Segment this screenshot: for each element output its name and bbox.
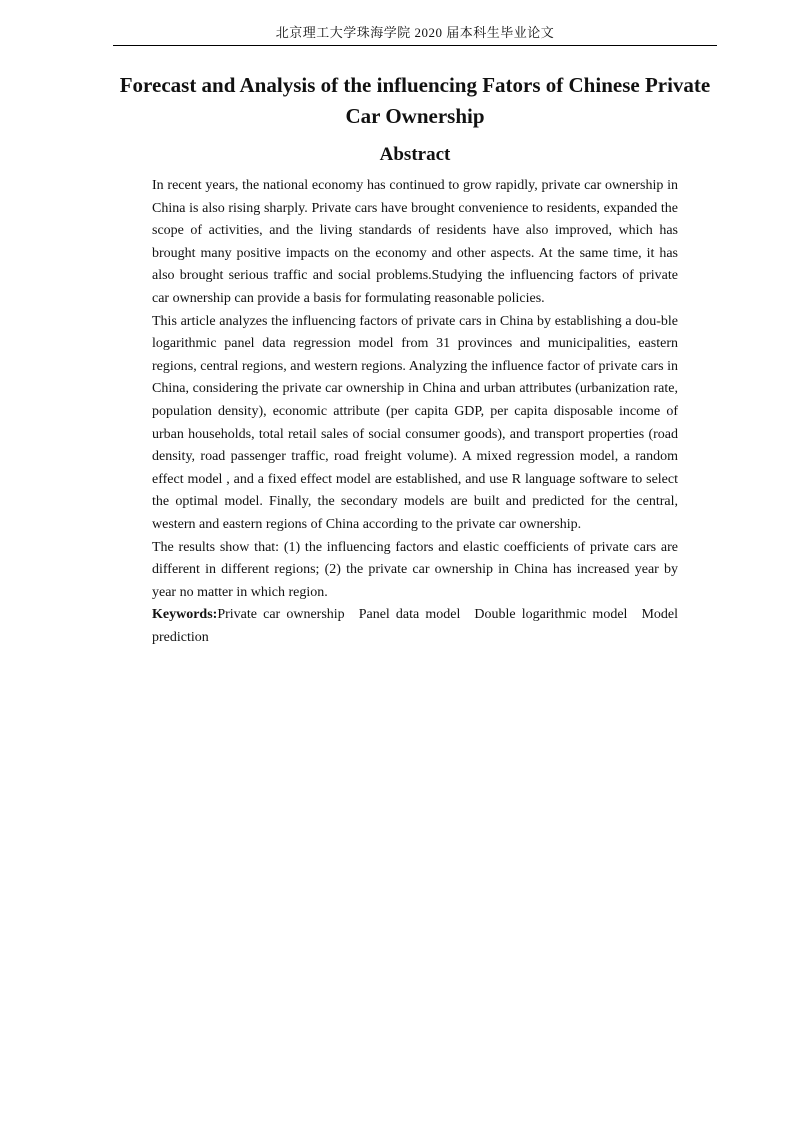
keywords-label: Keywords: — [152, 607, 218, 623]
paper-title-line-2: Car Ownership — [345, 104, 485, 128]
abstract-paragraph: In recent years, the national economy has continued to grow rapidly, private car ownership in China is also rising sharply. Private cars have brought convenience to residents, expanded the scope of activities, and the living standards of residents have also improved, which has brought many positive impacts on the economy and other aspects. At the same time, it has also brought serious traffic and social problems.Studying the influencing factors of private car ownership can provide a basis for formulating reasonable policies. — [152, 178, 678, 306]
keyword: Panel data model — [358, 607, 461, 623]
abstract-heading: Abstract — [379, 144, 451, 165]
paper-title — [100, 70, 730, 132]
abstract-paragraph: The results show that: (1) the influencing factors and elastic coefficients of private cars are different in different regions; (2) the private car ownership in China has increased year by year no matter in which region. — [152, 539, 678, 600]
paper-title-line-1: Forecast and Analysis of the influencing Fators of Chinese Private — [119, 73, 711, 97]
abstract-paragraph: This article analyzes the influencing factors of private cars in China by establishing a dou-ble logarithmic panel data regression model from 31 provinces and municipalities, eastern regions, central regions, and western regions. Analyzing the influence factor of private cars in China, considering the private car ownership in China and urban attributes (urbanization rate, population density), economic attribute (per capita GDP, per capita disposable income of urban households, total retail sales of social consumer goods), and transport properties (road density, road passenger traffic, road freight volume). A mixed regression model, a random effect model , and a fixed effect model are established, and use R language software to select the optimal model. Finally, the secondary models are built and predicted for the central, western and eastern regions of China according to the private car ownership. — [152, 313, 678, 532]
keyword: Private car ownership — [217, 607, 345, 623]
keywords — [152, 604, 678, 649]
keyword: Double logarithmic model — [474, 607, 628, 623]
running-head: 北京理工大学珠海学院 2020 届本科生毕业论文 — [275, 25, 555, 40]
header-rule — [113, 45, 717, 46]
keyword: Model prediction — [152, 607, 678, 645]
abstract-body — [152, 175, 678, 649]
